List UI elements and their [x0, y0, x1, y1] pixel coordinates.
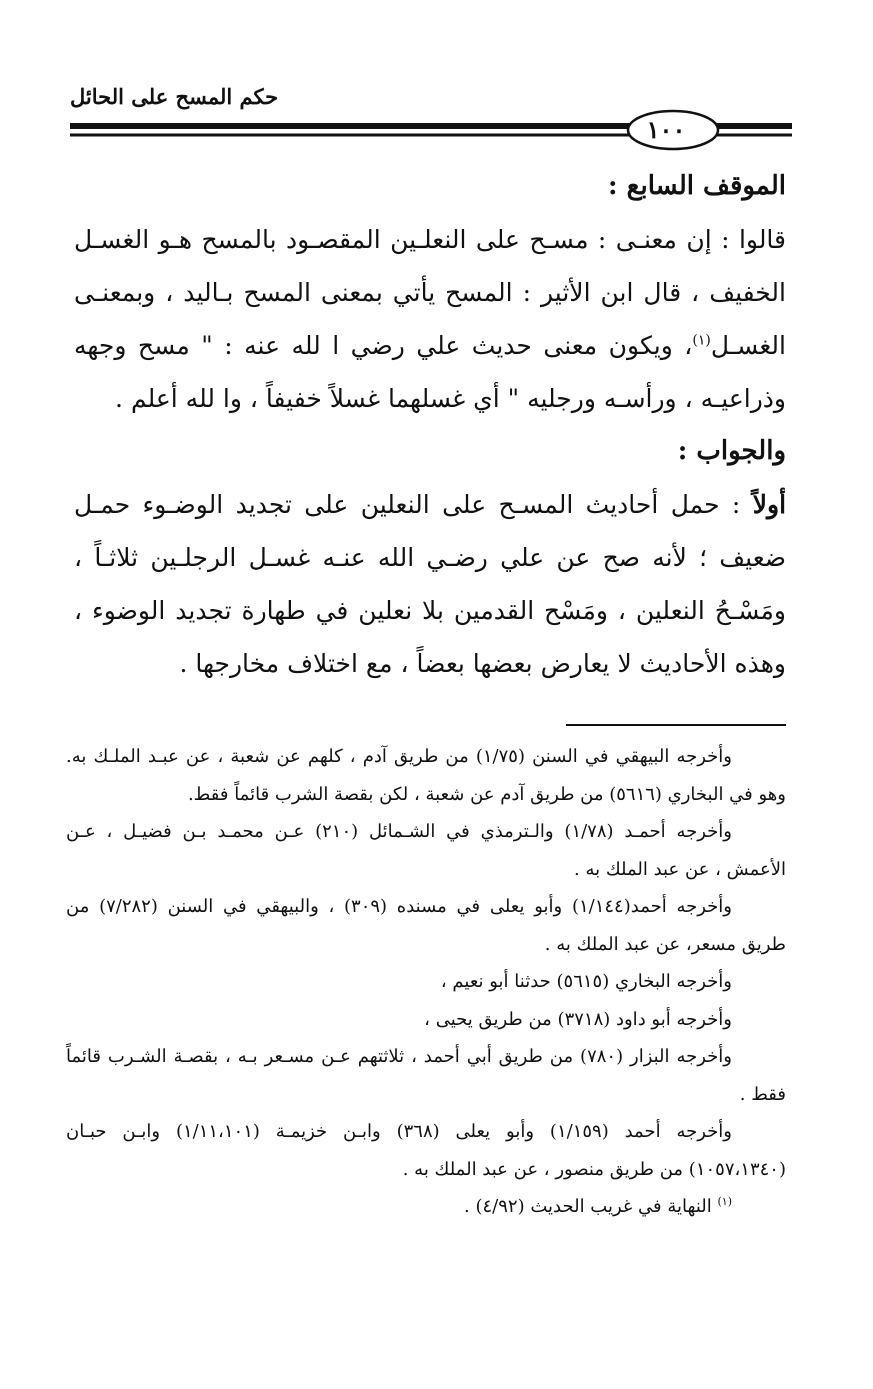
paragraph-2	[74, 478, 786, 690]
footnote-line-6: وأخرجه البزار (٧٨٠) من طريق أبي أحمد ، ثلاثتهم عـن مسـعر بـه ، بقصـة الشـرب قائماً فقط .	[66, 1046, 786, 1105]
footnote-separator	[566, 724, 786, 726]
footnote-ref-1: (١)	[692, 332, 711, 349]
main-body	[74, 160, 786, 690]
footnote-line-3: وأخرجه أحمد(١/١٤٤) وأبو يعلى في مسنده (٣٠٩) ، والبيهقي في السنن (٧/٢٨٢) من طريق مسعر، عن عبد الملك به .	[66, 896, 786, 955]
first-point-label: أولاً	[752, 490, 787, 519]
running-title: حكم المسح على الحائل	[70, 84, 279, 109]
footnote-line-5: وأخرجه أبو داود (٣٧١٨) من طريق يحيى ،	[424, 1008, 732, 1030]
page-number: ١٠٠	[646, 115, 686, 144]
footnotes	[66, 738, 786, 1226]
footnote-line-1: وأخرجه البيهقي في السنن (١/٧٥) من طريق آدم ، كلهم عن شعبة ، عن عبـد الملـك به. وهو في البخاري (٥٦١٦) من طريق آدم عن شعبة ، لكن بقصة الشرب قائماً فقط.	[66, 746, 786, 805]
footnote-line-4: وأخرجه البخاري (٥٦١٥) حدثنا أبو نعيم ،	[440, 971, 732, 992]
footnote-1	[66, 1188, 786, 1226]
footnote-1-text: النهاية في غريب الحديث (٤/٩٢) .	[464, 1196, 712, 1217]
footnote-line-2: وأخرجه أحمـد (١/٧٨) والـترمذي في الشـمائل (٢١٠) عـن محمـد بـن فضيـل ، عـن الأعمش ، عن عبد الملك به .	[66, 821, 786, 880]
section-heading: الموقف السابع :	[608, 171, 786, 201]
paragraph-1-end: ، ويكون معنى حديث علي رضي ا لله عنه : " مسح وجهه وذراعيـه ، ورأسـه ورجليه " أي غسلهما غسلاً خفيفاً ، وا لله أعلم .	[74, 331, 786, 413]
first-point-text: : حمل أحاديث المسـح على النعلين على تجديد الوضـوء حمـل ضعيف ؛ لأنه صح عن علي رضـي الله عنـه غسـل الرجلـين ثلاثـاً ، ومَسْـحُ النعلين ، ومَسْح القدمين بلا نعلين في طهارة تجديد الوضوء ، وهذه الأحاديث لا يعارض بعضها بعضاً ، مع اختلاف مخارجها .	[74, 490, 786, 678]
footnote-line-7: وأخرجه أحمد (١/١٥٩) وأبو يعلى (٣٦٨) وابـن خزيمـة (١/١١،١٠١) وابـن حبـان (١٠٥٧،١٣٤٠) من طريق منصور ، عن عبد الملك به .	[66, 1121, 786, 1180]
answer-heading: والجواب :	[677, 436, 786, 466]
paragraph-1	[74, 213, 786, 425]
paragraph-1-text: قالوا : إن معنـى : مسـح على النعلـين المقصـود بالمسح هـو الغسـل الخفيف ، قال ابن الأثير : المسح يأتي بمعنى المسح بـاليد ، وبمعنـى الغسـل	[74, 225, 786, 360]
footnote-1-marker: (١)	[717, 1195, 732, 1208]
